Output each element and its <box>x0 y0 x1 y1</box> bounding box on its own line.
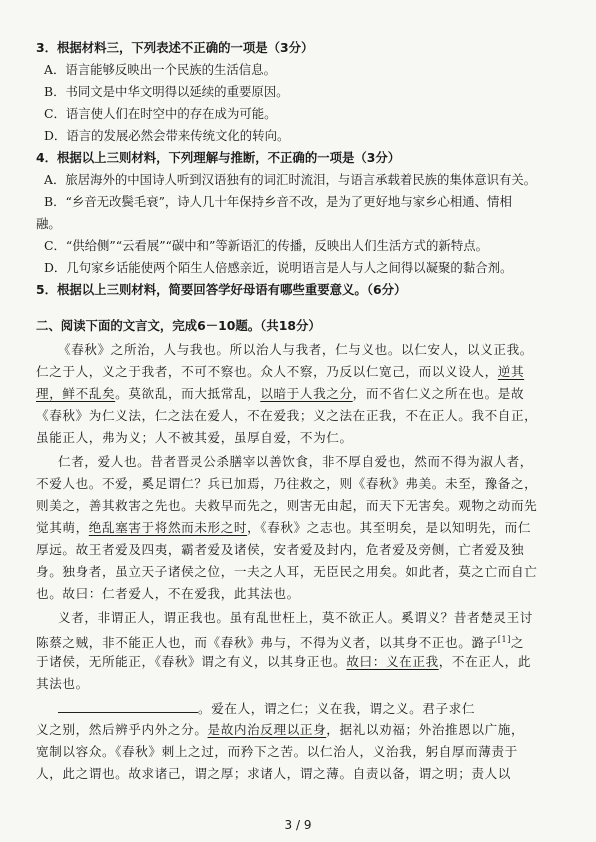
passage-text: 觉其萌， <box>36 520 89 535</box>
passage-line <box>58 700 560 717</box>
footnote-marker: [1] <box>497 635 511 644</box>
fill-in-blank <box>58 700 198 713</box>
passage-text: 陈蔡之贼，非不能正人也，而《春秋》弗与，不得为义者，以其身不正也。潞子 <box>36 635 498 651</box>
passage-text: ，《春秋》之志也。其至明矣，是以知明先，而仁 <box>247 520 532 535</box>
question-4-stem: 4．根据以上三则材料，下列理解与推断，不正确的一项是（3分） <box>36 150 401 165</box>
passage-line: 虽能正人，弗为义；人不被其爱，虽厚自爱，不为仁。 <box>36 430 353 445</box>
section-2-heading: 二、阅读下面的文言文，完成6－10题。（共18分） <box>36 318 321 333</box>
passage-line <box>36 654 560 670</box>
question-4-option-d: D．几句家乡话能使两个陌生人倍感亲近，说明语言是人与人之间得以凝聚的黏合剂。 <box>44 260 513 275</box>
passage-text: 于诸侯，无所能正，《春秋》谓之有义，以其身正也。 <box>36 654 347 669</box>
passage-text: 。莫欲乱，而大抵常乱， <box>115 386 261 401</box>
passage-line: 其法也。 <box>36 676 89 691</box>
passage-line: 不爱人也。不爱，奚足谓仁？兵已加焉，乃往救之，则《春秋》弗美。未至，豫备之， <box>36 476 538 491</box>
passage-line: 义者，非谓正人，谓正我也。虽有乱世枉上，莫不欲正人。奚谓义？昔者楚灵王讨 <box>58 610 533 625</box>
question-3-option-a: A．语言能够反映出一个民族的生活信息。 <box>44 62 276 77</box>
passage-line: 《春秋》之所治，人与我也。所以治人与我者，仁与义也。以仁安人，以义正我。 <box>58 342 533 357</box>
passage-line <box>36 520 560 536</box>
passage-text: 之 <box>510 635 525 651</box>
underlined-sentence: 以暗于人我之分 <box>260 386 353 401</box>
passage-line <box>36 632 560 651</box>
passage-text: ，据礼以劝福；外治推恩以广施， <box>326 722 525 737</box>
passage-line <box>36 386 560 402</box>
underlined-sentence: 故曰：义在正我 <box>346 654 439 669</box>
page-number: 3 / 9 <box>284 818 312 832</box>
passage-line: 则美之，善其救害之先也。夫救早而先之，则害无由起，而天下无害矣。观物之动而先 <box>36 498 538 513</box>
question-5-stem: 5．根据以上三则材料，简要回答学好母语有哪些重要意义。（6分） <box>36 282 407 297</box>
passage-text: 义之别，然后辨乎内外之分。 <box>36 722 208 737</box>
question-4-option-b-cont: 融。 <box>36 216 61 231</box>
passage-line: 仁者，爱人也。昔者晋灵公杀膳宰以善饮食，非不厚自爱也，然而不得为淑人者， <box>58 454 533 469</box>
passage-line: 也。故曰：仁者爱人，不在爱我，此其法也。 <box>36 586 300 601</box>
passage-line: 身。独身者，虽立天子诸侯之位，一夫之人耳，无臣民之用矣。如此者，莫之亡而自亡 <box>36 564 538 579</box>
passage-line: 厚远。故王者爱及四夷，霸者爱及诸侯，安者爱及封内，危者爱及旁侧，亡者爱及独 <box>36 542 525 557</box>
passage-line: 人，此之谓也。故求诸己，谓之厚；求诸人，谓之薄。自责以备，谓之明；责人以 <box>36 766 511 781</box>
passage-line <box>36 364 560 380</box>
question-3-option-c: C．语言使人们在时空中的存在成为可能。 <box>44 106 277 121</box>
underlined-sentence: 理，鲜不乱矣 <box>36 386 116 401</box>
passage-text: ，不在正人，此 <box>438 654 532 669</box>
underlined-sentence: 是故内治反理以正身 <box>207 722 327 737</box>
question-3-stem: 3．根据材料三，下列表述不正确的一项是（3分） <box>36 40 314 55</box>
passage-line <box>36 722 560 738</box>
underlined-sentence: 绝乱塞害于将然而未形之时 <box>88 520 248 535</box>
passage-line: 《春秋》为仁义法，仁之法在爱人，不在爱我；义之法在正我，不在正人。我不自正， <box>36 408 538 423</box>
question-4-option-b: B．“乡音无改鬓毛衰”，诗人几十年保持乡音不改，是为了更好地与家乡心相通、情相 <box>44 194 512 209</box>
question-3-option-d: D．语言的发展必然会带来传统文化的转向。 <box>44 128 290 143</box>
question-3-option-b: B．书同文是中华文明得以延续的重要原因。 <box>44 84 289 99</box>
passage-text: ，而不省仁义之所在也。是故 <box>352 386 525 401</box>
question-4-option-a: A．旅居海外的中国诗人听到汉语独有的词汇时流泪，与语言承载着民族的集体意识有关。 <box>44 172 537 187</box>
passage-text: 。爱在人，谓之仁；义在我，谓之义。君子求仁 <box>198 701 476 716</box>
passage-line: 宽制以容众。《春秋》刺上之过，而矜下之苦。以仁治人，义治我，躬自厚而薄责于 <box>36 744 518 759</box>
question-4-option-c: C．“供给侧”“云看展”“碳中和”等新语汇的传播，反映出人们生活方式的新特点。 <box>44 238 488 253</box>
underlined-sentence: 逆其 <box>497 364 525 379</box>
passage-text: 仁之于人，义之于我者，不可不察也。众人不察，乃反以仁宽己，而以义设人， <box>36 364 498 379</box>
